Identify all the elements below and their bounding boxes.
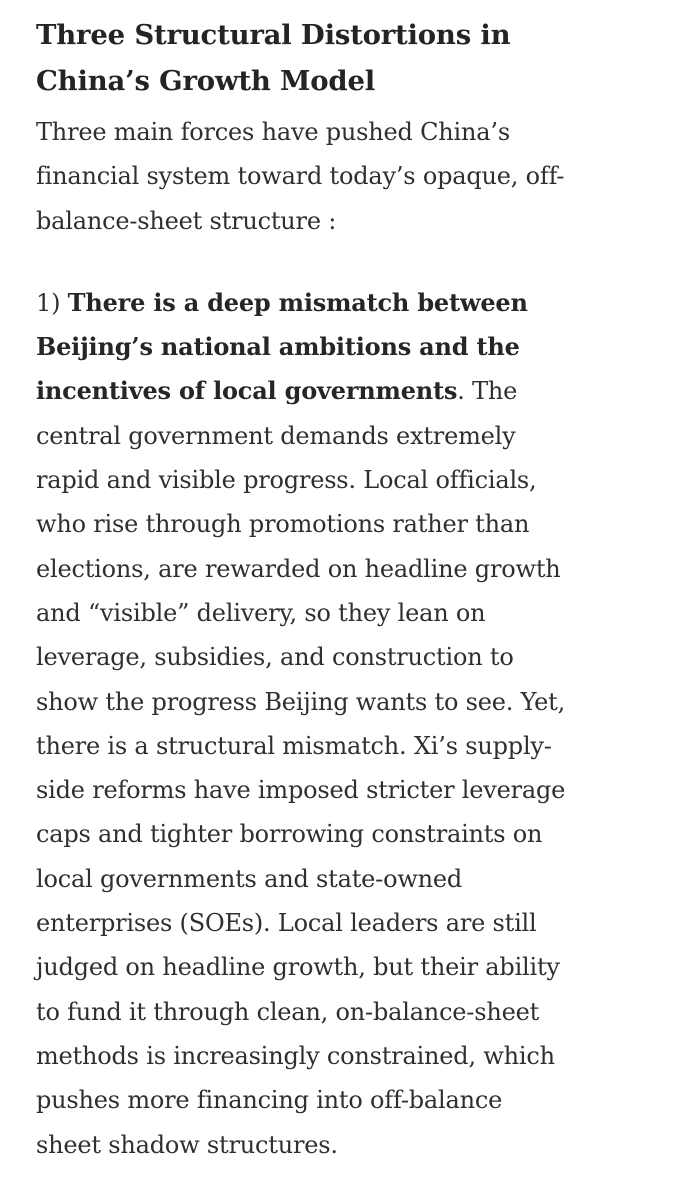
body-line: pushes more financing into off-balance (36, 1086, 503, 1115)
point-heading-tail: . The (457, 377, 518, 406)
intro-line: Three main forces have pushed China’s (36, 118, 510, 146)
body-line: and “visible” delivery, so they lean on (36, 598, 486, 627)
point-heading: There is a deep mismatch between Beijing’s national ambitions and the incentives of local governments (36, 287, 528, 406)
body-line: enterprises (SOEs). Local leaders are still (36, 909, 537, 938)
intro-paragraph (36, 110, 646, 243)
body-line: show the progress Beijing wants to see. Yet, (36, 687, 566, 716)
body-line: to fund it through clean, on-balance-sheet (36, 997, 540, 1026)
intro-line: balance-sheet structure : (36, 206, 337, 235)
body-line: central government demands extremely (36, 421, 516, 450)
title-line: Three Structural Distortions in (36, 19, 511, 51)
body-line: sheet shadow structures. (36, 1130, 338, 1159)
body-line: judged on headline growth, but their ability (36, 953, 560, 982)
point-1-paragraph (36, 281, 646, 1167)
body-line: rapid and visible progress. Local officials, (36, 466, 537, 495)
article-title (36, 12, 646, 104)
point-number: 1) (36, 288, 61, 317)
body-line: side reforms have imposed stricter leverage (36, 776, 566, 805)
body-line: elections, are rewarded on headline growth (36, 554, 561, 583)
body-line: caps and tighter borrowing constraints on (36, 820, 543, 849)
body-line: leverage, subsidies, and construction to (36, 643, 514, 672)
body-line: who rise through promotions rather than (36, 510, 530, 539)
title-line: China’s Growth Model (36, 65, 375, 97)
body-line: methods is increasingly constrained, which (36, 1041, 555, 1070)
intro-line: financial system toward today’s opaque, off- (36, 162, 565, 191)
body-line: there is a structural mismatch. Xi’s supply- (36, 731, 552, 760)
article (36, 12, 646, 1167)
body-line: local governments and state-owned (36, 864, 463, 893)
